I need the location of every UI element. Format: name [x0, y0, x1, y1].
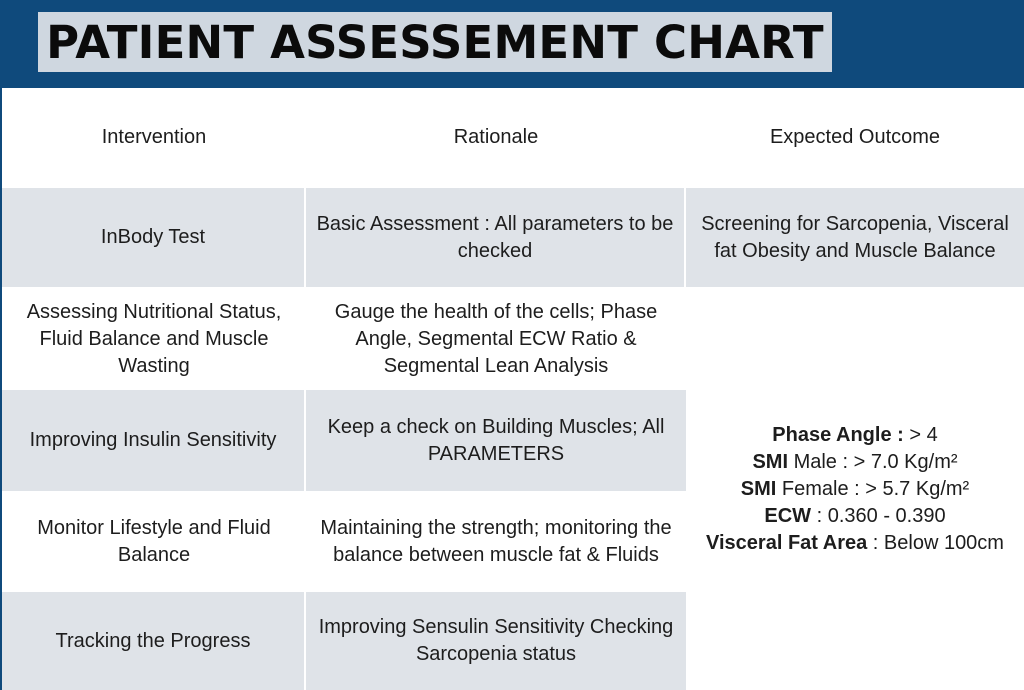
- row-4-rationale: Maintaining the strength; monitoring the balance between muscle fat & Fluids: [306, 491, 686, 592]
- assessment-table: [2, 88, 1024, 690]
- column-header-rationale: Rationale: [306, 88, 686, 188]
- row-2-intervention: Assessing Nutritional Status, Fluid Balance and Muscle Wasting: [2, 289, 306, 390]
- phase-angle-value: > 4: [909, 424, 938, 446]
- page-title: PATIENT ASSESSEMENT CHART: [46, 15, 824, 69]
- visceral-fat-area-value: : Below 100cm: [872, 532, 1004, 554]
- ecw-value: : 0.360 - 0.390: [816, 505, 946, 527]
- row-5-rationale: Improving Sensulin Sensitivity Checking Sarcopenia status: [306, 592, 686, 690]
- title-box: [38, 12, 832, 72]
- smi-male-value: Male : > 7.0 Kg/m²: [793, 451, 958, 473]
- merged-expected-outcome: [686, 289, 1024, 690]
- smi-male-label: SMI: [752, 451, 788, 473]
- row-1-outcome: Screening for Sarcopenia, Visceral fat Obesity and Muscle Balance: [686, 188, 1024, 289]
- ecw-label: ECW: [764, 505, 812, 527]
- column-header-expected-outcome: Expected Outcome: [686, 88, 1024, 188]
- row-1-rationale: Basic Assessment : All parameters to be checked: [306, 188, 686, 289]
- column-header-intervention: Intervention: [2, 88, 306, 188]
- visceral-fat-area-label: Visceral Fat Area: [706, 532, 868, 554]
- row-3-rationale: Keep a check on Building Muscles; All PARAMETERS: [306, 390, 686, 491]
- phase-angle-label: Phase Angle :: [772, 424, 904, 446]
- row-3-intervention: Improving Insulin Sensitivity: [2, 390, 306, 491]
- row-4-intervention: Monitor Lifestyle and Fluid Balance: [2, 491, 306, 592]
- smi-female-label: SMI: [740, 478, 777, 500]
- row-5-intervention: Tracking the Progress: [2, 592, 306, 690]
- smi-female-value: Female : > 5.7 Kg/m²: [781, 478, 970, 500]
- row-1-intervention: InBody Test: [2, 188, 306, 289]
- row-2-rationale: Gauge the health of the cells; Phase Angle, Segmental ECW Ratio & Segmental Lean Analysis: [306, 289, 686, 390]
